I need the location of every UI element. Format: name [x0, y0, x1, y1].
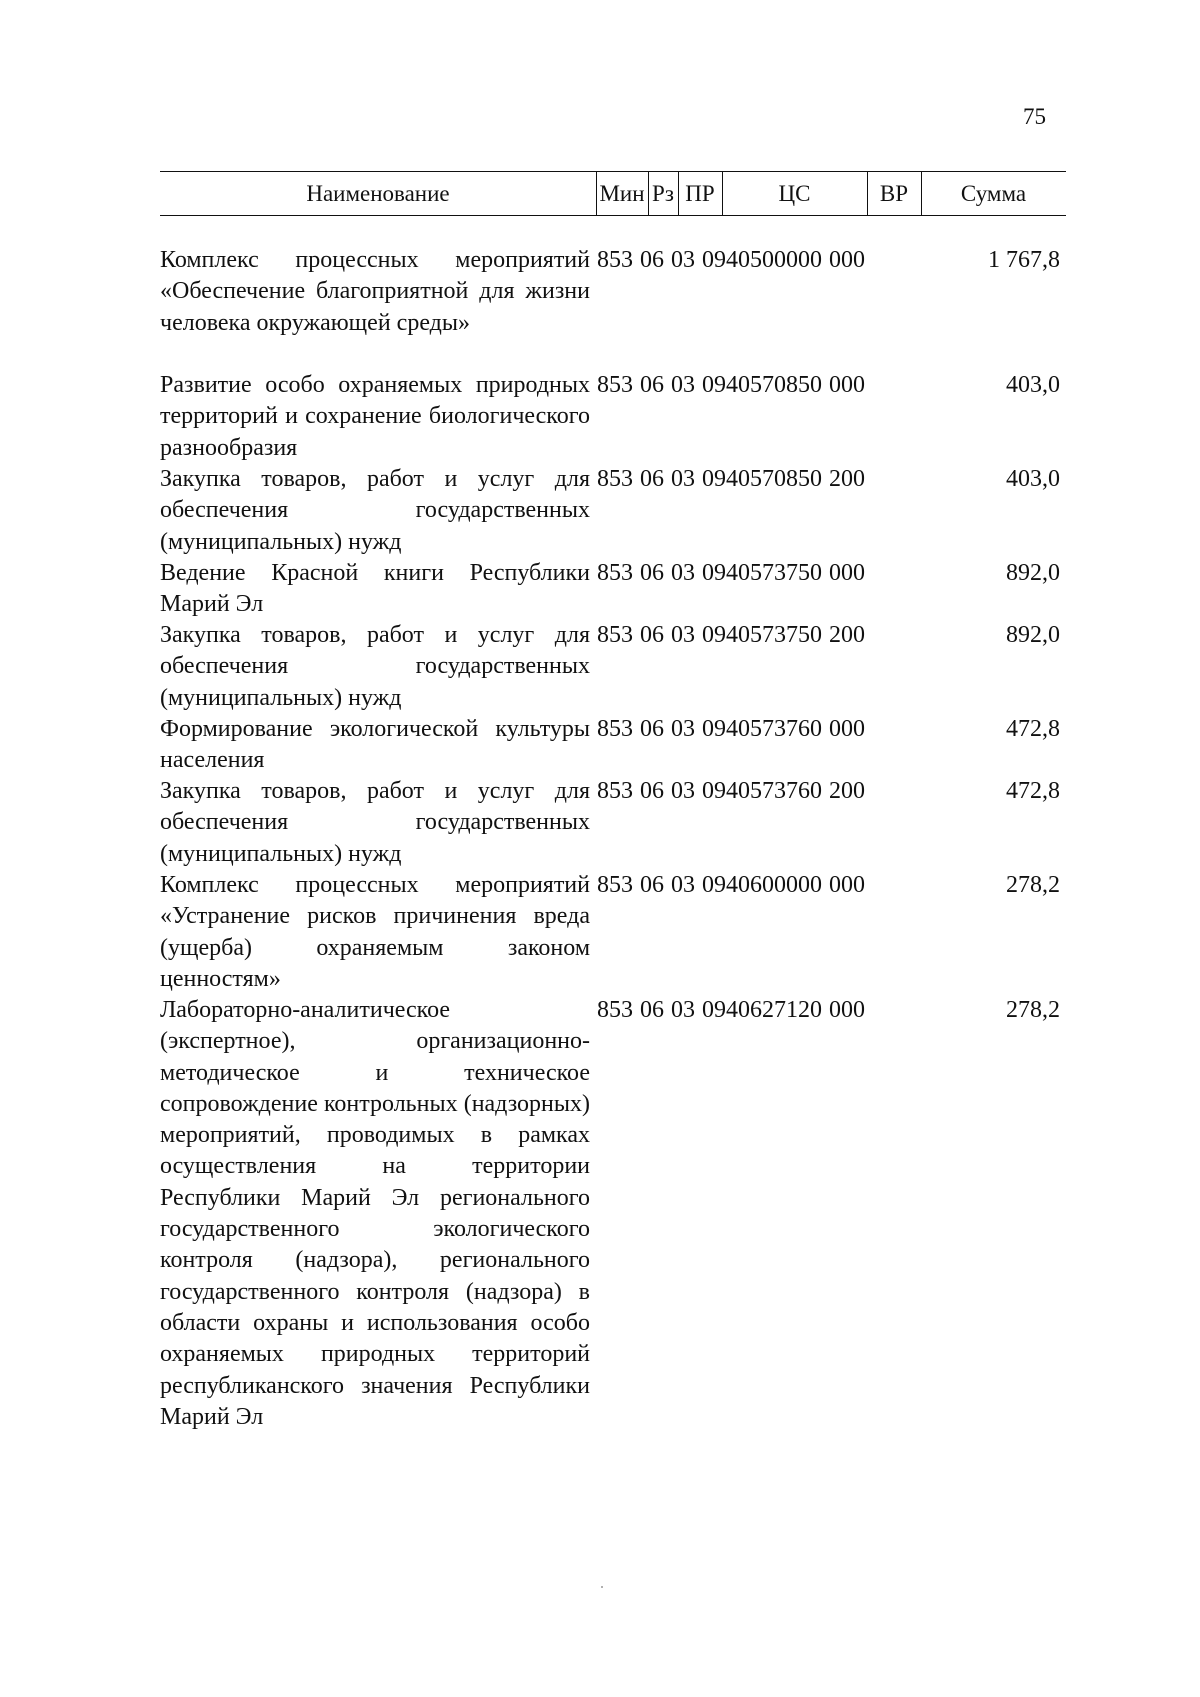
- header-min: Мин: [599, 181, 645, 206]
- row-codes: 853 06 03 0940500000 000: [597, 247, 865, 273]
- row-sum: 1 767,8: [988, 247, 1060, 273]
- row-name: Закупка товаров, работ и услуг для обеспечения государственных (муниципальных) нужд: [160, 778, 590, 867]
- row-sum: 472,8: [1006, 778, 1060, 804]
- page-number: 75: [1023, 104, 1046, 129]
- header-name: Наименование: [306, 181, 450, 206]
- row-codes: 853 06 03 0940573760 200: [597, 778, 865, 804]
- row-name: Комплекс процессных мероприятий «Устранение рисков причинения вреда (ущерба) охраняемым законом ценностям»: [160, 872, 590, 992]
- row-name: Комплекс процессных мероприятий «Обеспечение благоприятной для жизни человека окружающей среды»: [160, 247, 590, 336]
- header-divider: [678, 172, 679, 215]
- row-name: Формирование экологической культуры населения: [160, 716, 590, 774]
- row-codes: 853 06 03 0940600000 000: [597, 872, 865, 898]
- header-divider: [596, 172, 597, 215]
- row-name: Развитие особо охраняемых природных территорий и сохранение биологического разнообразия: [160, 372, 590, 461]
- header-cs: ЦС: [778, 181, 811, 206]
- row-name: Закупка товаров, работ и услуг для обеспечения государственных (муниципальных) нужд: [160, 622, 590, 711]
- row-codes: 853 06 03 0940573750 000: [597, 560, 865, 586]
- header-divider: [648, 172, 649, 215]
- row-name: Лабораторно-аналитическое (экспертное), организационно-методическое и техническое сопровождение контрольных (надзорных) мероприятий, проводимых в рамках осуществления на территории Республики Марий Эл регионального государственного экологического контроля (надзора), регионального государственного контроля (надзора) в области охраны и использования особо охраняемых природных территорий республиканского значения Республики Марий Эл: [160, 997, 590, 1430]
- row-name: Ведение Красной книги Республики Марий Эл: [160, 560, 590, 618]
- header-rz: Рз: [652, 181, 674, 206]
- row-sum: 892,0: [1006, 622, 1060, 648]
- header-divider: [722, 172, 723, 215]
- scan-speck: [601, 1586, 603, 1588]
- row-codes: 853 06 03 0940570850 200: [597, 466, 865, 492]
- row-name: Закупка товаров, работ и услуг для обеспечения государственных (муниципальных) нужд: [160, 466, 590, 555]
- header-divider: [921, 172, 922, 215]
- row-codes: 853 06 03 0940573750 200: [597, 622, 865, 648]
- row-sum: 403,0: [1006, 372, 1060, 398]
- header-divider: [867, 172, 868, 215]
- row-sum: 892,0: [1006, 560, 1060, 586]
- header-sum: Сумма: [960, 181, 1027, 206]
- row-sum: 403,0: [1006, 466, 1060, 492]
- header-pr: ПР: [685, 181, 715, 206]
- row-codes: 853 06 03 0940573760 000: [597, 716, 865, 742]
- row-sum: 472,8: [1006, 716, 1060, 742]
- row-sum: 278,2: [1006, 872, 1060, 898]
- row-codes: 853 06 03 0940627120 000: [597, 997, 865, 1023]
- row-codes: 853 06 03 0940570850 000: [597, 372, 865, 398]
- row-sum: 278,2: [1006, 997, 1060, 1023]
- header-vr: ВР: [879, 181, 909, 206]
